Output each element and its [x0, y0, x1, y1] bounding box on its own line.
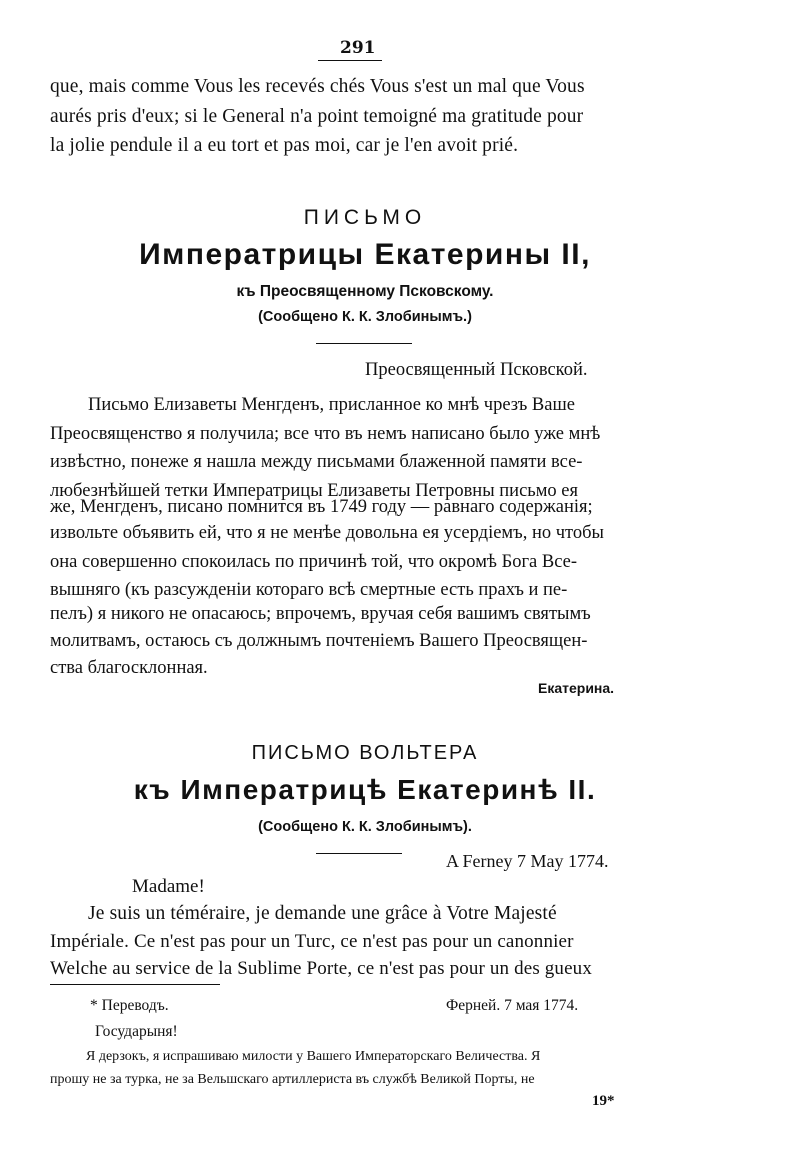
letter1-recipient: къ Преосвященному Псковскому.: [236, 283, 494, 300]
letter1-line: извольте объявить ей, что я не менѣе довольна ея усердіемъ, но чтобы: [50, 523, 604, 543]
letter2-salutation: Madame!: [132, 876, 205, 897]
page-number: 291: [340, 38, 376, 58]
letter2-line: Welche au service de la Sublime Porte, ce n'est pas pour un des gueux: [50, 958, 592, 979]
letter1-line: вышняго (къ разсужденіи котораго всѣ смертные есть прахъ и пе-: [50, 580, 568, 600]
letter2-source: (Сообщено К. К. Злобинымъ).: [258, 819, 472, 835]
letter1-line: же, Менгденъ, писано помнится въ 1749 году — равнаго содержанія;: [50, 497, 593, 517]
letter2-divider: [316, 853, 402, 854]
letter2-heading: ПИСЬМО ВОЛЬТЕРА: [251, 742, 479, 764]
intro-line: que, mais comme Vous les recevés chés Vous s'est un mal que Vous: [50, 76, 585, 97]
letter1-line: пелъ) я никого не опасаюсь; впрочемъ, вручая себя вашимъ святымъ: [50, 604, 591, 624]
letter2-line: Impériale. Ce n'est pas pour un Turc, ce n'est pas pour un canonnier: [50, 931, 574, 952]
letter1-line: извѣстно, понеже я нашла между письмами блаженной памяти все-: [50, 452, 583, 472]
letter1-source: (Сообщено К. К. Злобинымъ.): [258, 309, 472, 325]
footnote-place-date: Ферней. 7 мая 1774.: [446, 997, 579, 1014]
letter2-place-date: A Ferney 7 May 1774.: [446, 851, 609, 871]
letter1-signature: Екатерина.: [538, 680, 615, 696]
letter1-line: Преосвященство я получила; все что въ немъ написано было уже мнѣ: [50, 424, 601, 444]
letter1-title: Императрицы Екатерины II,: [139, 238, 591, 271]
page-number-underline: [318, 60, 382, 61]
letter1-heading: ПИСЬМО: [303, 206, 427, 229]
letter1-line: молитвамъ, остаюсь съ должнымъ почтеніемъ Вашего Преосвящен-: [50, 631, 588, 651]
footnote-salutation: Государыня!: [95, 1023, 178, 1040]
letter1-line: любезнѣйшей тетки Императрицы Елизаветы Петровны письмо ея: [50, 481, 579, 501]
letter1-line: ства благосклонная.: [50, 658, 208, 678]
letter2-title: къ Императрицѣ Екатеринѣ II.: [133, 774, 597, 805]
intro-line: aurés pris d'eux; si le General n'a point temoigné ma gratitude pour: [50, 106, 584, 127]
footnote-line: прошу не за турка, не за Вельшскаго артиллериста въ службѣ Великой Порты, не: [50, 1072, 535, 1087]
footnote-label: * Переводъ.: [90, 997, 169, 1014]
letter2-line: Je suis un téméraire, je demande une grâce à Votre Majesté: [88, 903, 557, 924]
footnote-rule: [50, 984, 220, 985]
letter1-divider: [316, 343, 412, 344]
letter1-salutation: Преосвященный Псковской.: [365, 360, 588, 380]
footnote-line: Я дерзокъ, я испрашиваю милости у Вашего Императорскаго Величества. Я: [86, 1049, 541, 1064]
intro-line: la jolie pendule il a eu tort et pas moi, car je l'en avoit prié.: [50, 135, 519, 156]
letter1-line: она совершенно спокоилась по причинѣ той, что окромѣ Бога Все-: [50, 552, 578, 572]
signature-mark: 19*: [592, 1093, 615, 1109]
letter1-line: Письмо Елизаветы Менгденъ, присланное ко мнѣ чрезъ Ваше: [88, 395, 575, 415]
